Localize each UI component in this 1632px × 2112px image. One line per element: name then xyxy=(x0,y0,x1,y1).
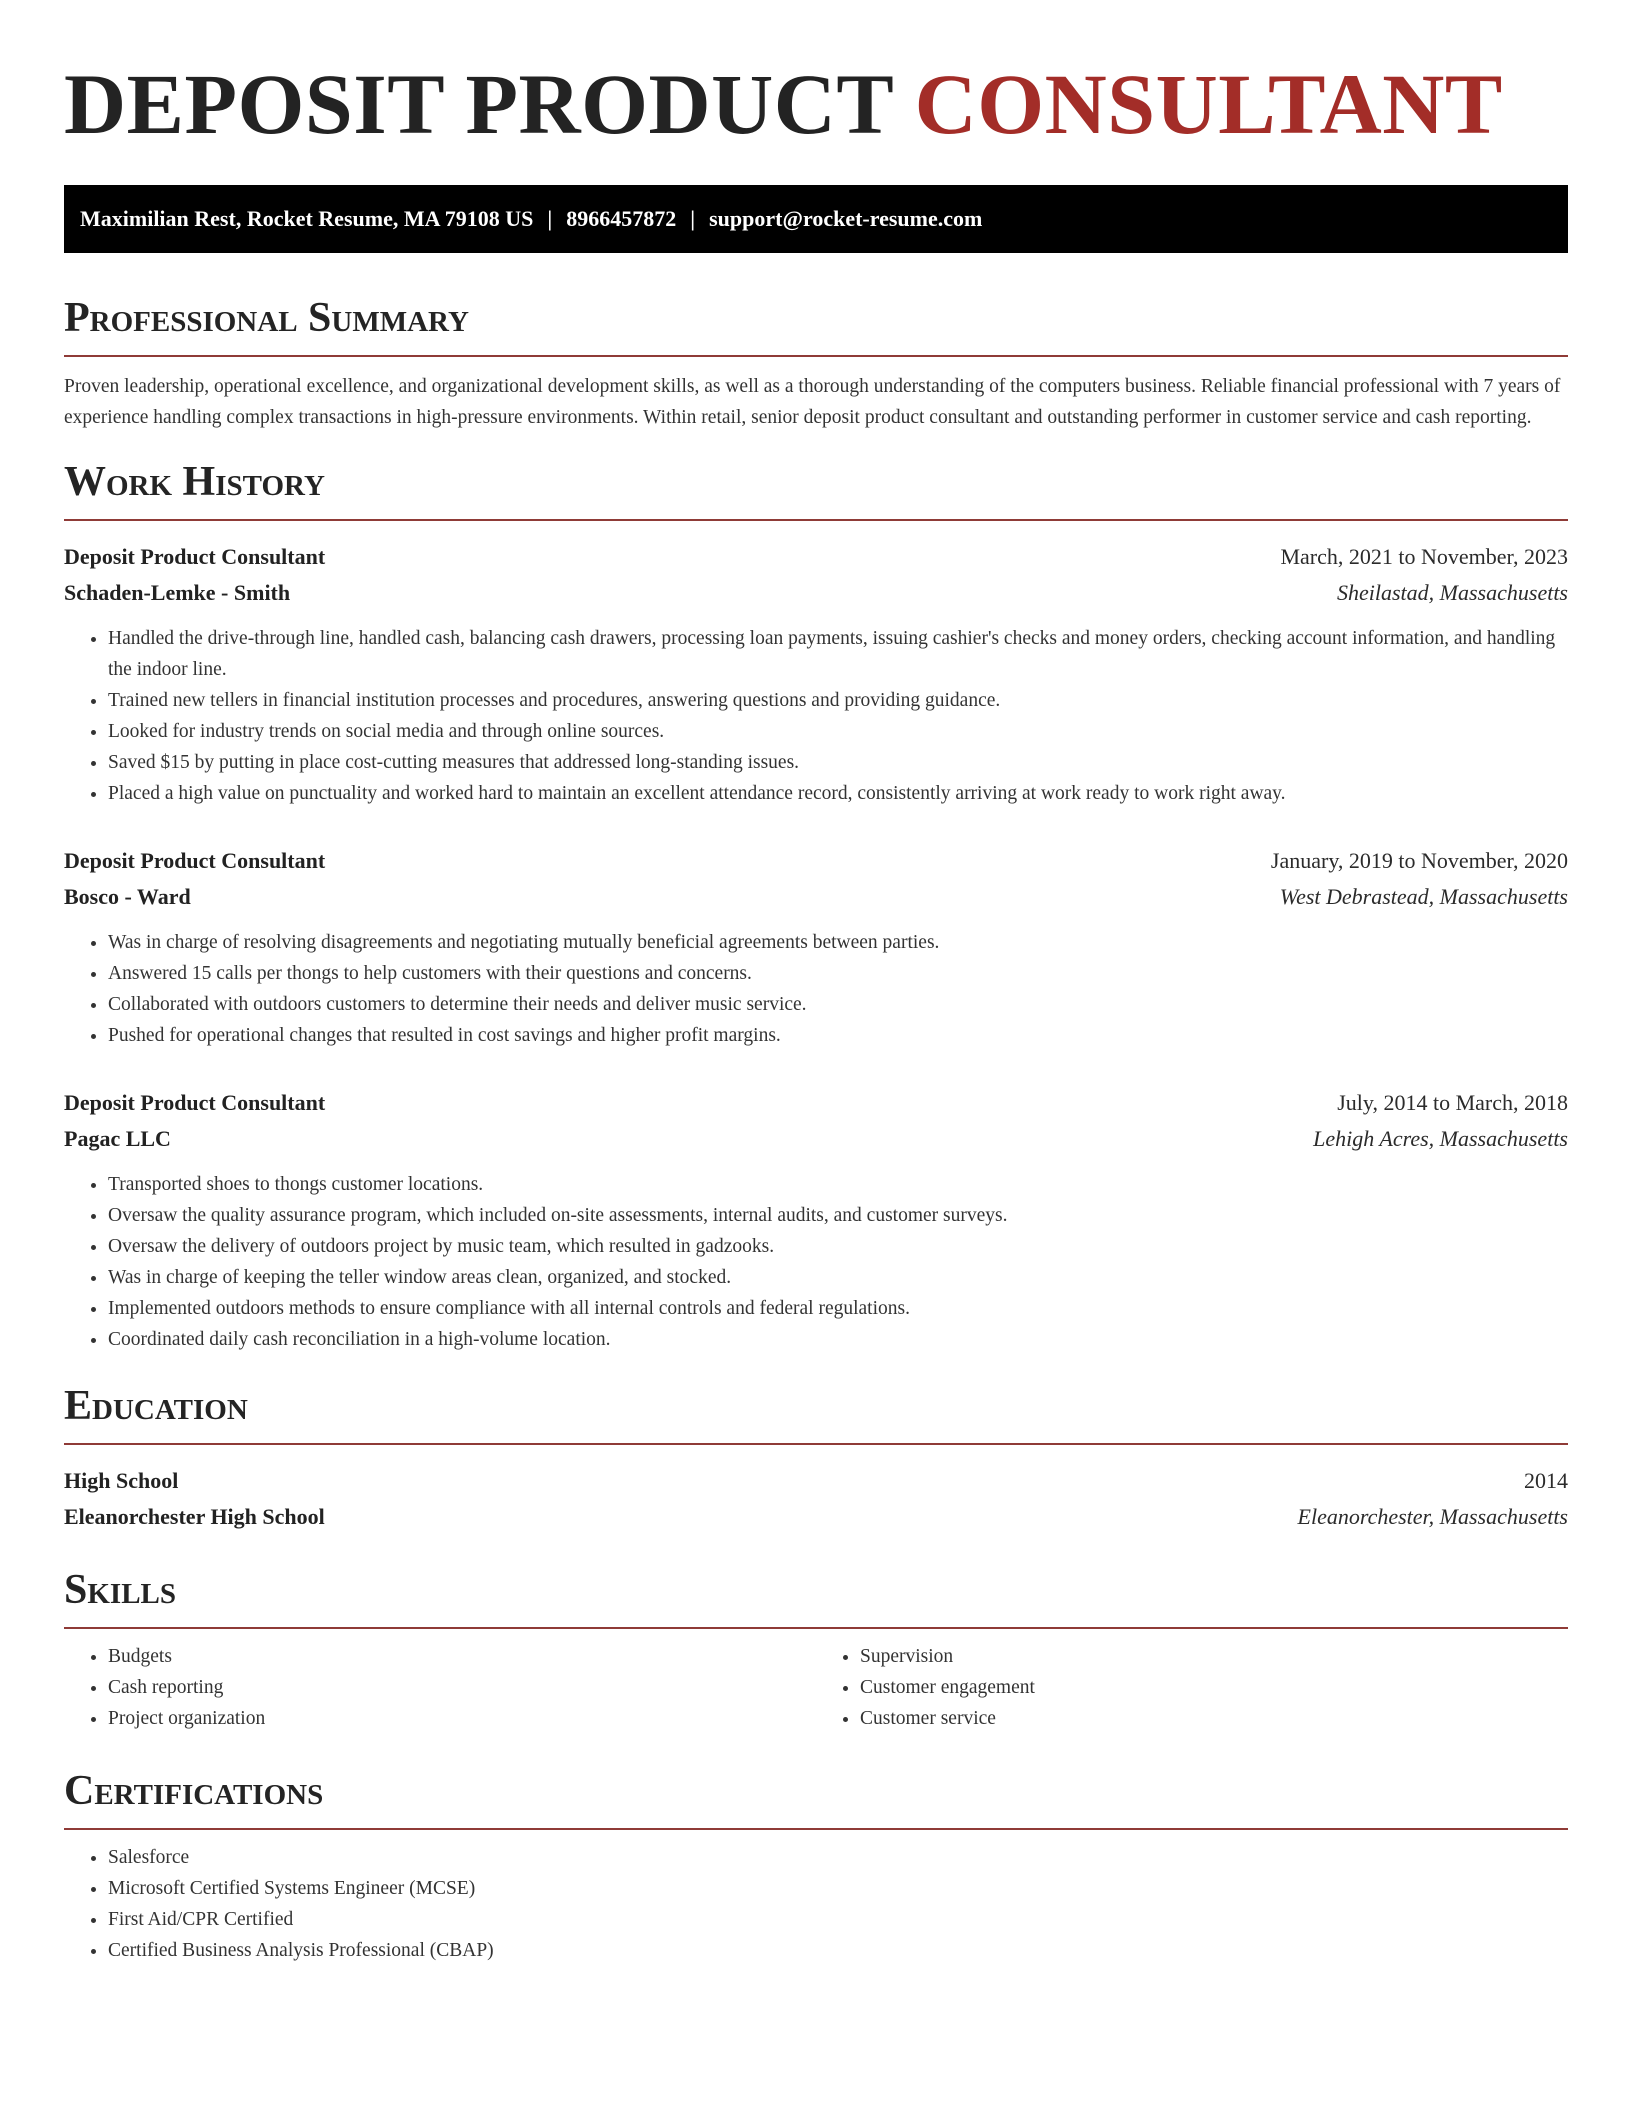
skill-item: • Project organization xyxy=(108,1703,816,1734)
job-bullet: • Was in charge of resolving disagreements and negotiating mutually beneficial agreements between parties. xyxy=(108,927,1568,958)
job-company-row xyxy=(64,1121,1568,1157)
education-entry xyxy=(64,1463,1568,1535)
job-bullets xyxy=(64,927,1568,1051)
education-degree-row xyxy=(64,1463,1568,1499)
summary-heading: Professional Summary xyxy=(64,293,1568,357)
job-bullet: • Transported shoes to thongs customer locations. xyxy=(108,1169,1568,1200)
certification-item: • Certified Business Analysis Professional (CBAP) xyxy=(108,1935,1568,1966)
summary-text: Proven leadership, operational excellence, and organizational development skills, as well as a thorough understanding of the computers business. Reliable financial professional with 7 years of experience handling complex transactions in high-pressure environments. Within retail, senior deposit product consultant and outstanding performer in customer service and cash reporting. xyxy=(64,376,1561,428)
contact-separator: | xyxy=(690,206,696,231)
job-title: Deposit Product Consultant xyxy=(64,544,326,569)
education-school-row xyxy=(64,1499,1568,1535)
job-bullet: • Coordinated daily cash reconciliation in a high-volume location. xyxy=(108,1324,1568,1355)
contact-bar xyxy=(64,185,1568,253)
work-history-heading: Work History xyxy=(64,457,1568,521)
job-bullet: • Saved $15 by putting in place cost-cutting measures that addressed long-standing issues. xyxy=(108,747,1568,778)
job-bullets xyxy=(64,623,1568,809)
education-heading: Education xyxy=(64,1381,1568,1445)
job-bullet: • Was in charge of keeping the teller window areas clean, organized, and stocked. xyxy=(108,1262,1568,1293)
job-entry xyxy=(64,843,1568,1051)
job-bullet: • Pushed for operational changes that resulted in cost savings and higher profit margins. xyxy=(108,1020,1568,1051)
contact-separator: | xyxy=(547,206,553,231)
skill-item: • Customer service xyxy=(860,1703,1568,1734)
skills-list-left xyxy=(64,1641,816,1734)
skills-heading: Skills xyxy=(64,1565,1568,1629)
job-dates: March, 2021 to November, 2023 xyxy=(1280,544,1568,569)
job-company: Schaden-Lemke - Smith xyxy=(64,580,291,605)
skills-list-right xyxy=(816,1641,1568,1734)
skills-grid xyxy=(64,1641,1568,1734)
job-location: Lehigh Acres, Massachusetts xyxy=(1313,1126,1568,1151)
contact-address: Maximilian Rest, Rocket Resume, MA 79108 US xyxy=(80,206,534,231)
job-dates: July, 2014 to March, 2018 xyxy=(1337,1090,1568,1115)
job-dates: January, 2019 to November, 2020 xyxy=(1270,848,1568,873)
job-location: Sheilastad, Massachusetts xyxy=(1337,580,1568,605)
job-bullet: • Implemented outdoors methods to ensure compliance with all internal controls and federal regulations. xyxy=(108,1293,1568,1324)
job-bullet: • Trained new tellers in financial institution processes and procedures, answering questions and providing guidance. xyxy=(108,685,1568,716)
title-main: DEPOSIT PRODUCT xyxy=(64,56,893,152)
job-title-row xyxy=(64,539,1568,575)
certifications-heading: Certifications xyxy=(64,1766,1568,1830)
contact-phone: 8966457872 xyxy=(566,206,677,231)
certification-item: • First Aid/CPR Certified xyxy=(108,1904,1568,1935)
skill-item: • Customer engagement xyxy=(860,1672,1568,1703)
job-bullet: • Oversaw the delivery of outdoors project by music team, which resulted in gadzooks. xyxy=(108,1231,1568,1262)
job-company-row xyxy=(64,879,1568,915)
job-bullet: • Oversaw the quality assurance program, which included on-site assessments, internal audits, and customer surveys. xyxy=(108,1200,1568,1231)
title-accent: CONSULTANT xyxy=(914,56,1503,152)
job-entry xyxy=(64,1085,1568,1355)
page-title xyxy=(64,56,1568,152)
job-bullets xyxy=(64,1169,1568,1355)
certification-item: • Microsoft Certified Systems Engineer (MCSE) xyxy=(108,1873,1568,1904)
contact-email: support@rocket-resume.com xyxy=(709,206,983,231)
job-bullet: • Looked for industry trends on social media and through online sources. xyxy=(108,716,1568,747)
job-bullet: • Handled the drive-through line, handled cash, balancing cash drawers, processing loan payments, issuing cashier's checks and money orders, checking account information, and handling the indoor line. xyxy=(108,623,1568,685)
job-title: Deposit Product Consultant xyxy=(64,1090,326,1115)
job-title: Deposit Product Consultant xyxy=(64,848,326,873)
education-degree: High School xyxy=(64,1468,179,1493)
job-company-row xyxy=(64,575,1568,611)
skill-item: • Cash reporting xyxy=(108,1672,816,1703)
job-title-row xyxy=(64,843,1568,879)
education-year: 2014 xyxy=(1524,1468,1568,1493)
skill-item: • Supervision xyxy=(860,1641,1568,1672)
certification-item: • Salesforce xyxy=(108,1842,1568,1873)
job-location: West Debrastead, Massachusetts xyxy=(1279,884,1568,909)
job-company: Pagac LLC xyxy=(64,1126,171,1151)
certifications-list xyxy=(64,1842,1568,1966)
job-title-row xyxy=(64,1085,1568,1121)
education-location: Eleanorchester, Massachusetts xyxy=(1297,1504,1568,1529)
job-bullet: • Collaborated with outdoors customers to determine their needs and deliver music service. xyxy=(108,989,1568,1020)
skill-item: • Budgets xyxy=(108,1641,816,1672)
job-bullet: • Answered 15 calls per thongs to help customers with their questions and concerns. xyxy=(108,958,1568,989)
job-entry xyxy=(64,539,1568,809)
job-company: Bosco - Ward xyxy=(64,884,191,909)
education-school: Eleanorchester High School xyxy=(64,1504,325,1529)
job-bullet: • Placed a high value on punctuality and worked hard to maintain an excellent attendance record, consistently arriving at work ready to work right away. xyxy=(108,778,1568,809)
